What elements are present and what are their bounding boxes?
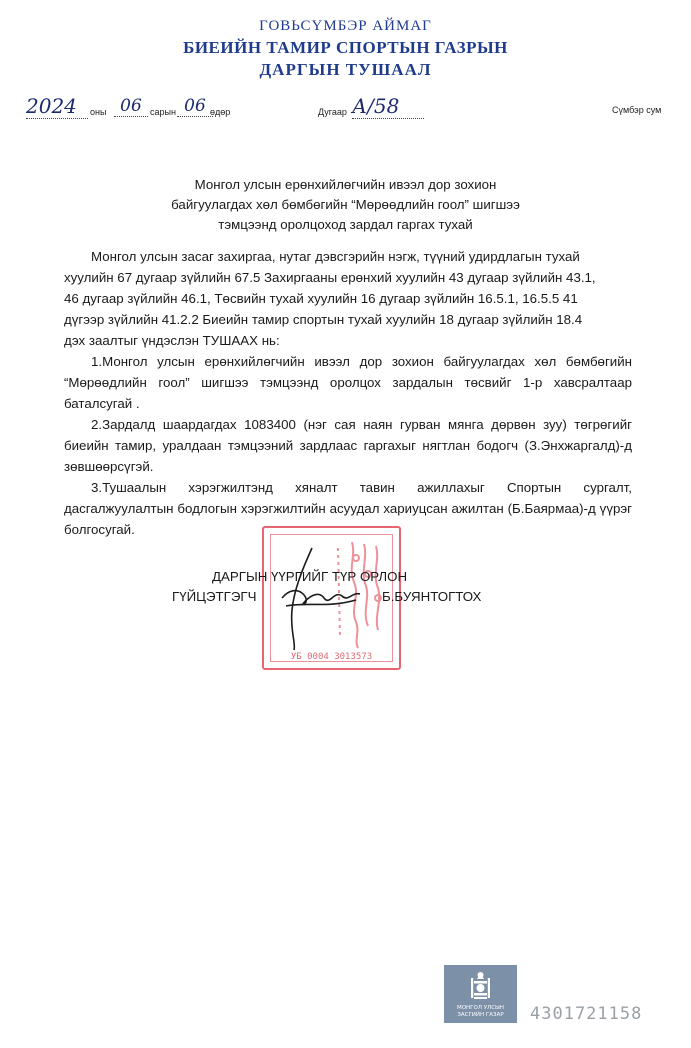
order-number: А/58 (352, 94, 424, 119)
date-day-label: өдөр (210, 107, 231, 117)
order-item-1: 1.Монгол улсын ерөнхийлөгчийн ивээл дор зохион байгуулагдах хөл бөмбөгийн “Мөрөөдлийн гоол” шигшээ тэмцээнд оролцох зардалын төсвийг 1-р хавсралтаар баталсугай . (64, 354, 632, 411)
logo-caption-line-2: ЗАСГИЙН ГАЗАР (457, 1011, 504, 1018)
preamble-line-1: Монгол улсын засаг захиргаа, нутаг дэвсгэрийн нэгж, түүний удирдлагын тухай (91, 249, 580, 264)
date-year-label: оны (90, 107, 107, 117)
logo-caption (444, 1005, 517, 1018)
header-organization: БИЕИЙН ТАМИР СПОРТЫН ГАЗРЫН (183, 38, 508, 57)
order-body (64, 246, 632, 540)
signatory-title-line-2: ГҮЙЦЭТГЭГЧ (172, 589, 257, 604)
preamble-line-4: дүгээр зүйлийн 41.2.2 Биеийн тамир спортын тухай хуулийн 18 дугаар зүйлийн 18.4 (64, 312, 583, 327)
preamble (64, 246, 632, 351)
registration-number: 4301721158 (530, 1004, 643, 1024)
date-month-label: сарын (150, 107, 176, 117)
logo-caption-line-1: МОНГОЛ УЛСЫН (456, 1005, 505, 1011)
signatory-title-line-1: ДАРГЫН ҮҮРГИЙГ ТҮР ОРЛОН (212, 569, 408, 584)
date-line (22, 94, 670, 122)
preamble-line-3: 46 дугаар зүйлийн 46.1, Төсвийн тухай хуулийн 16 дугаар зүйлийн 16.5.1, 16.5.5 41 (64, 291, 578, 306)
date-year: 2024 (26, 94, 88, 119)
order-number-label: Дугаар (318, 107, 347, 117)
order-item-2: 2.Зардалд шаардагдах 1083400 (нэг сая наян гурван мянга дөрвөн зуу) төгрөгийг биеийн тамир, уралдаан тэмцээний зардлаас гаргахыг нягтлан бодогч (З.Энхжаргалд)-д зөвшөөрсүгэй. (64, 417, 632, 474)
title-line-1: Монгол улсын ерөнхийлөгчийн ивээл дор зохион (194, 177, 497, 192)
header-aimag: ГОВЬСҮМБЭР АЙМАГ (259, 18, 432, 34)
government-logo (444, 965, 517, 1023)
date-month: 06 (114, 96, 148, 117)
soyombo-icon (444, 967, 517, 1007)
handwritten-signature-icon (272, 540, 362, 650)
preamble-line-2: хуулийн 67 дугаар зүйлийн 67.5 Захиргааны ерөнхий хуулийн 43 дугаар зүйлийн 43.1, (64, 270, 596, 285)
order-item-3: 3.Тушаалын хэрэгжилтэнд хяналт тавин ажиллахыг Спортын сургалт, дасгалжуулалтын бодлогын хэрэгжилтийн асуудал хариуцсан ажилтан (Б.Баярмаа)-д үүрэг болгосугай. (64, 480, 632, 537)
order-title (60, 175, 631, 235)
stamp-number: УБ 0004 3013573 (290, 652, 373, 662)
header-order-type: ДАРГЫН ТУШААЛ (259, 60, 432, 79)
title-line-2: байгуулагдах хөл бөмбөгийн “Мөрөөдлийн гоол” шигшээ (171, 197, 520, 212)
signatory-name: Б.БУЯНТОГТОХ (382, 589, 482, 604)
preamble-line-5: дэх заалтыг үндэслэн ТУШААХ нь: (64, 333, 280, 348)
date-day: 06 (177, 96, 213, 117)
title-line-3: тэмцээнд оролцоход зардал гаргах тухай (218, 217, 473, 232)
place-name: Сүмбэр сум (612, 105, 662, 115)
